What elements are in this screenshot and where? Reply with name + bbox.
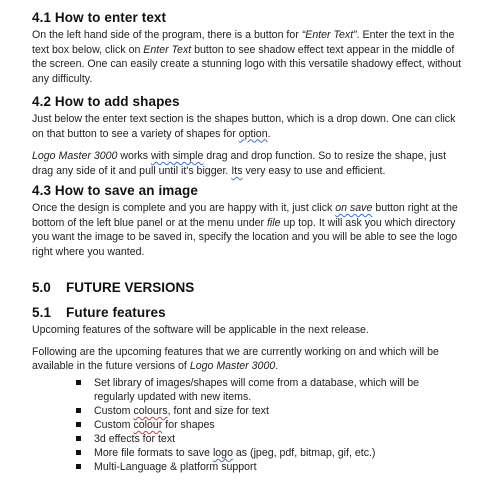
list-item: More file formats to save logo as (jpeg, pdf, bitmap, gif, etc.) [76, 446, 456, 460]
heading-4-1: 4.1 How to enter text [32, 10, 167, 25]
heading-4-2: 4.2 How to add shapes [32, 94, 180, 109]
paragraph-4-3: Once the design is complete and you are happy with it, just click on save button right at the bottom of the left blue panel or at the menu under file up top. It will ask you which directory you want the image to be saved in, specify the location and you will be able to see the logo right where you wanted. [32, 202, 458, 258]
list-item: Set library of images/shapes will come from a database, which will be regularly updated with new items. [76, 376, 456, 404]
list-item: Custom colour for shapes [76, 418, 456, 432]
section-5-0 [32, 280, 462, 295]
section-4-3 [32, 183, 462, 259]
paragraph-5-1-b: Following are the upcoming features that we are currently working on and which will be available in the future versions of Logo Master 3000. [32, 345, 439, 373]
bullet-icon [76, 408, 81, 413]
bullet-icon [76, 450, 81, 455]
grammar-flag-logo[interactable]: logo [212, 447, 233, 459]
grammar-flag-option[interactable]: option [238, 127, 268, 140]
section-5-1 [32, 305, 462, 374]
heading-5-1: 5.1 Future features [32, 305, 166, 320]
grammar-flag-with-simple[interactable]: with simple [150, 150, 204, 163]
heading-5-0: 5.0 FUTURE VERSIONS [32, 280, 195, 295]
section-4-1 [32, 10, 462, 86]
spelling-flag-colour[interactable]: colour [133, 419, 163, 431]
paragraph-4-1: On the left hand side of the program, there is a button for “Enter Text”. Enter the text in the text box below, click on Enter Text button to see shadow effect text appear in the middle of the screen. One can easily create a stunning logo with this versatile shadowy effect, without any difficulty. [32, 29, 462, 85]
bullet-icon [76, 380, 81, 385]
section-4-2 [32, 94, 462, 178]
bullet-icon [76, 436, 81, 441]
grammar-flag-its[interactable]: Its [231, 164, 243, 177]
list-item: 3d effects for text [76, 432, 456, 446]
paragraph-4-2-b: Logo Master 3000 works with simple drag and drop function. So to resize the shape, just drag any side of it and pull until it's bigger. Its very easy to use and efficient. [32, 150, 447, 177]
grammar-flag-on-save[interactable]: on save [335, 202, 373, 214]
paragraph-5-1-a: Upcoming features of the software will be applicable in the next release. [32, 324, 369, 336]
list-item: Custom colours, font and size for text [76, 404, 456, 418]
feature-list [76, 376, 456, 474]
bullet-icon [76, 464, 81, 469]
bullet-icon [76, 422, 81, 427]
spelling-flag-colours[interactable]: colours [133, 405, 168, 417]
paragraph-4-2-a: Just below the enter text section is the shapes button, which is a drop down. One can click on that button to see a variety of shapes for option. [32, 113, 456, 140]
heading-4-3: 4.3 How to save an image [32, 183, 198, 198]
list-item: Multi-Language & platform support [76, 460, 456, 474]
